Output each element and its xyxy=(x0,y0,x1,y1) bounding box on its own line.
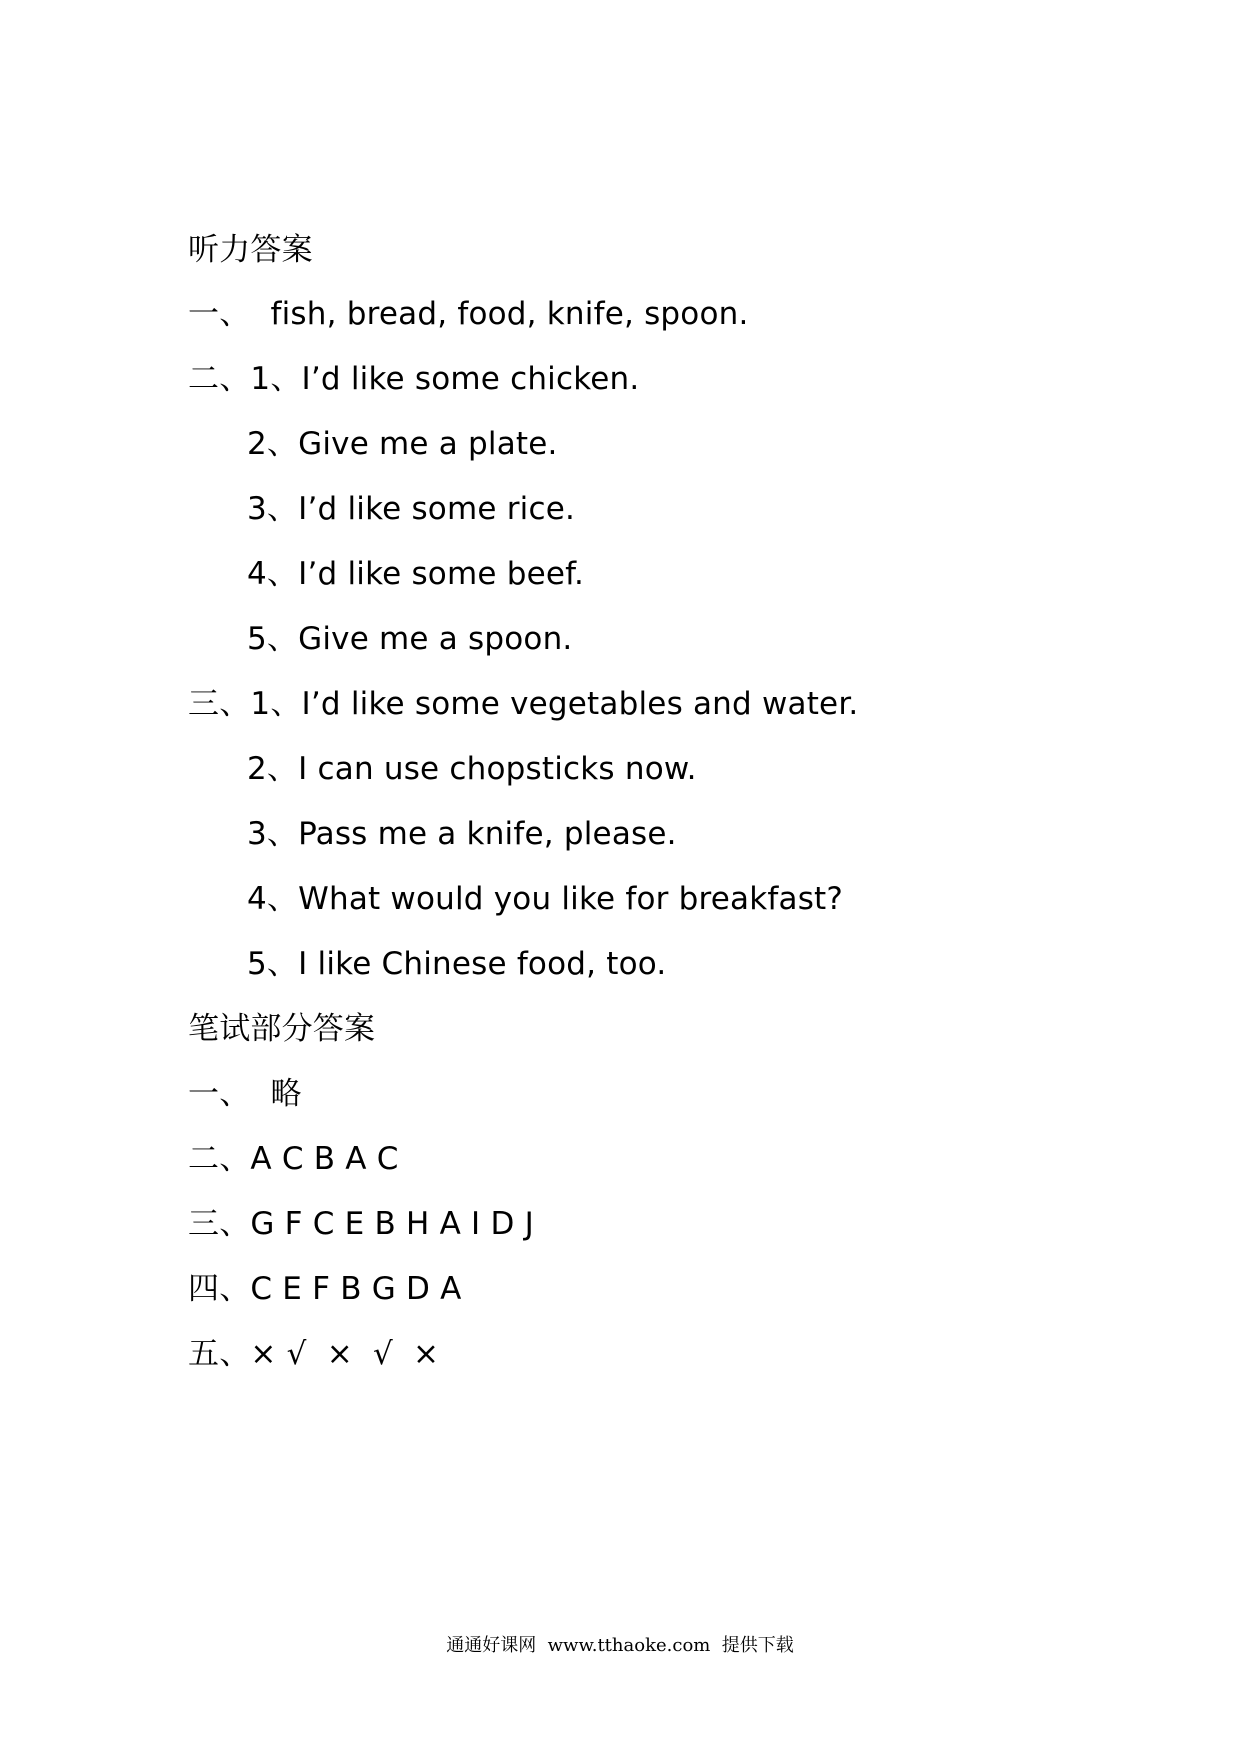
written-item-1: 一、 略 xyxy=(188,1076,302,1112)
listening-section-1: 一、 fish, bread, food, knife, spoon. xyxy=(188,296,749,332)
listening-section-3-item-5: 5、I like Chinese food, too. xyxy=(247,946,667,982)
listening-section-3-item-2: 2、I can use chopsticks now. xyxy=(247,751,697,787)
written-item-3: 三、G F C E B H A I D J xyxy=(188,1206,534,1242)
written-heading: 笔试部分答案 xyxy=(188,1011,376,1047)
listening-section-2-item-4: 4、I’d like some beef. xyxy=(247,556,585,592)
footer-download-note: 通通好课网 www.tthaoke.com 提供下载 xyxy=(446,1635,794,1656)
listening-section-2-item-5: 5、Give me a spoon. xyxy=(247,621,573,657)
listening-section-3-item-3: 3、Pass me a knife, please. xyxy=(247,816,677,852)
written-item-2: 二、A C B A C xyxy=(188,1141,399,1177)
listening-section-3-item-4: 4、What would you like for breakfast? xyxy=(247,881,844,917)
listening-section-2-item-3: 3、I’d like some rice. xyxy=(247,491,576,527)
listening-section-3-item-1: 三、1、I’d like some vegetables and water. xyxy=(188,686,859,722)
listening-section-2-item-1: 二、1、I’d like some chicken. xyxy=(188,361,640,397)
written-item-4: 四、C E F B G D A xyxy=(188,1271,462,1307)
listening-heading: 听力答案 xyxy=(188,232,313,268)
written-item-5: 五、× √ × √ × xyxy=(188,1336,440,1372)
listening-section-2-item-2: 2、Give me a plate. xyxy=(247,426,558,462)
